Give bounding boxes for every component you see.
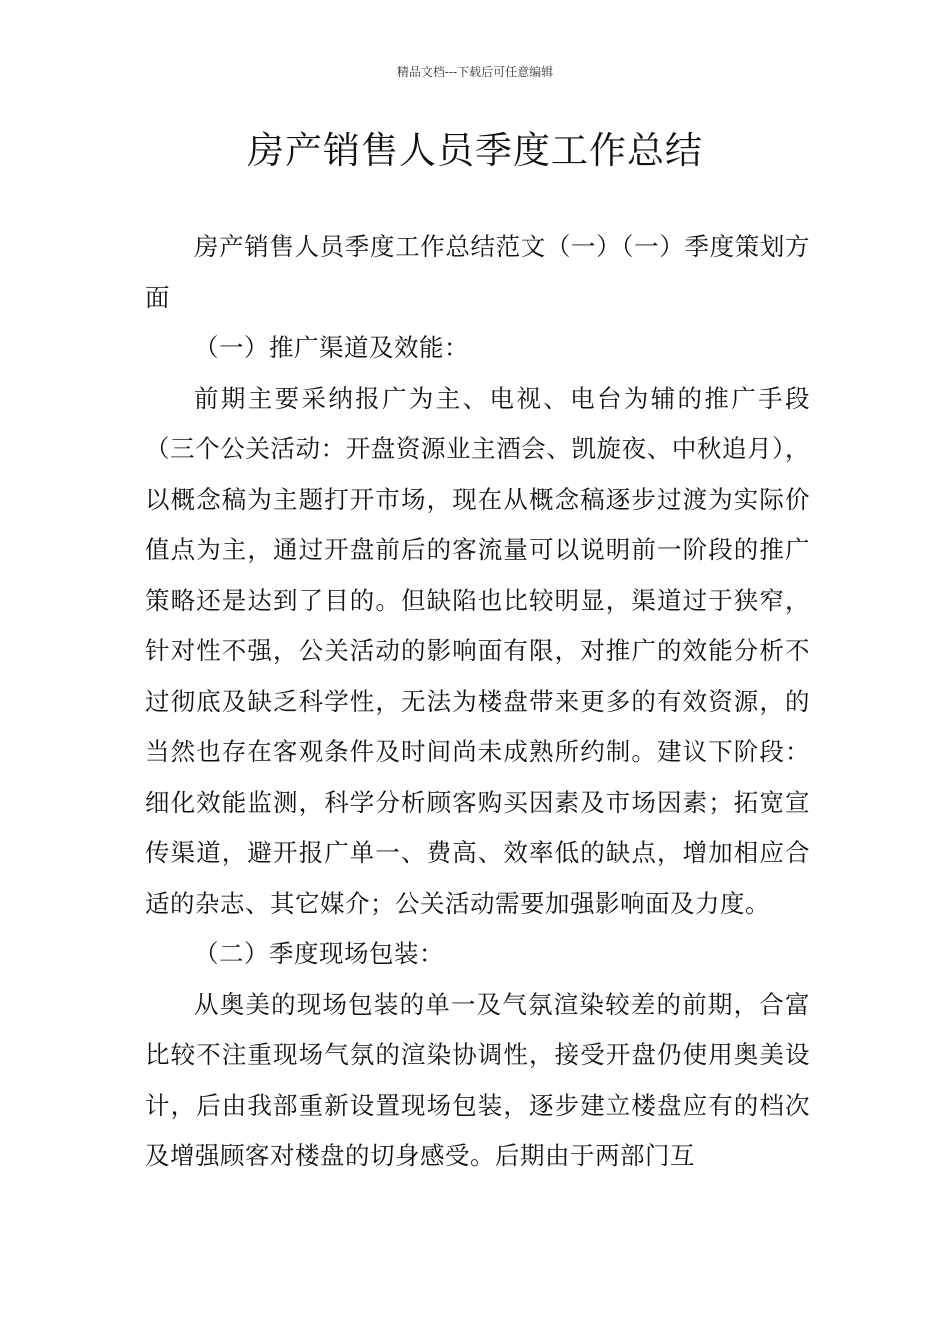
section-heading-promotion: （一）推广渠道及效能： — [194, 333, 469, 362]
document-title: 房产销售人员季度工作总结 — [247, 129, 703, 172]
section-heading-packaging: （二）季度现场包装： — [194, 939, 444, 968]
paragraph-promotion: 前期主要采纳报广为主、电视、电台为辅的推广手段（三个公关活动：开盘资源业主酒会、凯旋夜、中秋追月），以概念稿为主题打开市场，现在从概念稿逐步过渡为实际价值点为主，通过开盘前后的客流量可以说明前一阶段的推广策略还是达到了目的。但缺陷也比较明显，渠道过于狭窄，针对性不强，公关活动的影响面有限，对推广的效能分析不过彻底及缺乏科学性，无法为楼盘带来更多的有效资源，的当然也存在客观条件及时间尚未成熟所约制。建议下阶段：细化效能监测，科学分析顾客购买因素及市场因素；拓宽宣传渠道，避开报广单一、费高、效率低的缺点，增加相应合适的杂志、其它媒介；公关活动需要加强影响面及力度。 — [145, 383, 810, 918]
paragraph-intro: 房产销售人员季度工作总结范文（一）（一）季度策划方面 — [145, 232, 810, 312]
paragraph-packaging: 从奥美的现场包装的单一及气氛渲染较差的前期，合富比较不注重现场气氛的渲染协调性，接受开盘仍使用奥美设计，后由我部重新设置现场包装，逐步建立楼盘应有的档次及增强顾客对楼盘的切身感受。后期由于两部门互 — [145, 989, 810, 1170]
header-note: 精品文档---下载后可任意编辑 — [396, 65, 554, 79]
document-body — [145, 222, 810, 1182]
